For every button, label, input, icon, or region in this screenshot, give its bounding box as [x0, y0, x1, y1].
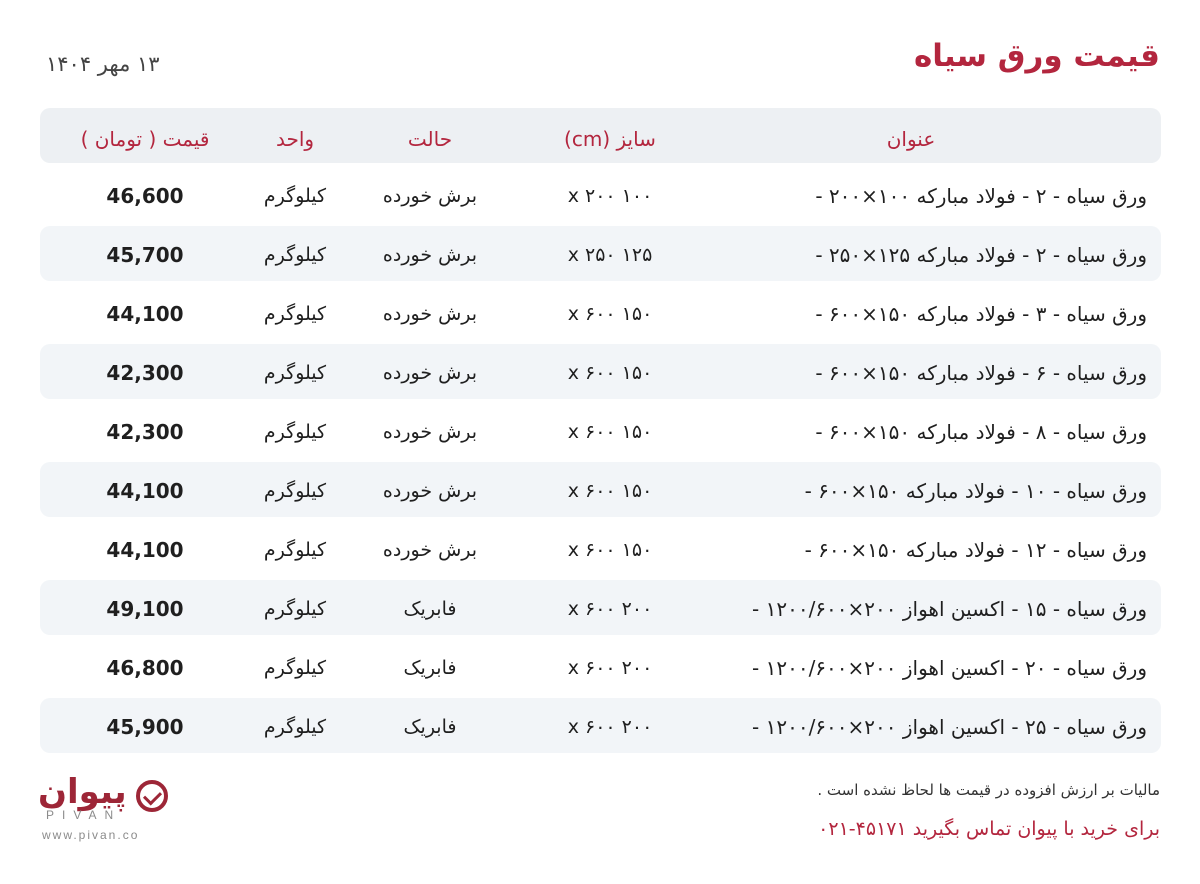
row-unit: کیلوگرم: [263, 185, 327, 207]
table-row: [40, 167, 1161, 222]
column-header-size: سایز (cm): [564, 127, 656, 151]
row-price: 42,300: [106, 361, 184, 385]
row-state: برش خورده: [382, 480, 478, 502]
row-state: فابریک: [403, 598, 457, 620]
row-price: 46,800: [106, 656, 184, 680]
logo-latin: PIVAN: [46, 808, 122, 822]
row-size: ۱۵۰ x ۶۰۰: [567, 303, 653, 325]
contact-line: برای خرید با پیوان تماس بگیرید ۴۵۱۷۱-۰۲۱: [818, 818, 1160, 840]
tax-note: مالیات بر ارزش افزوده در قیمت ها لحاظ نشده است .: [817, 781, 1160, 799]
row-unit: کیلوگرم: [263, 303, 327, 325]
row-title: ورق سیاه - ۲۵ - اکسین اهواز ۲۰۰×۱۲۰۰/۶۰۰ -: [752, 715, 1147, 739]
column-header-price: قیمت ( تومان ): [80, 127, 210, 151]
logo-wordmark: پیوان: [38, 772, 127, 812]
row-unit: کیلوگرم: [263, 598, 327, 620]
row-size: ۲۰۰ x ۶۰۰: [567, 716, 653, 738]
row-size: ۲۰۰ x ۶۰۰: [567, 598, 653, 620]
table-row: [40, 521, 1161, 576]
row-state: برش خورده: [382, 539, 478, 561]
row-price: 44,100: [106, 538, 184, 562]
table-row: [40, 344, 1161, 399]
row-size: ۱۵۰ x ۶۰۰: [567, 362, 653, 384]
row-size: ۱۵۰ x ۶۰۰: [567, 421, 653, 443]
page-title: قیمت ورق سیاه: [913, 38, 1160, 74]
row-title: ورق سیاه - ۸ - فولاد مبارکه ۱۵۰×۶۰۰ -: [815, 420, 1147, 444]
row-title: ورق سیاه - ۱۰ - فولاد مبارکه ۱۵۰×۶۰۰ -: [804, 479, 1147, 503]
table-row: [40, 698, 1161, 753]
pivan-logo: [38, 772, 178, 852]
row-title: ورق سیاه - ۳ - فولاد مبارکه ۱۵۰×۶۰۰ -: [815, 302, 1147, 326]
page-date: ۱۳ مهر ۱۴۰۴: [46, 52, 160, 76]
table-row: [40, 285, 1161, 340]
row-state: برش خورده: [382, 362, 478, 384]
row-price: 42,300: [106, 420, 184, 444]
row-state: فابریک: [403, 716, 457, 738]
row-title: ورق سیاه - ۱۵ - اکسین اهواز ۲۰۰×۱۲۰۰/۶۰۰ -: [752, 597, 1147, 621]
row-state: فابریک: [403, 657, 457, 679]
price-table: [40, 108, 1161, 753]
row-price: 45,900: [106, 715, 184, 739]
row-size: ۱۵۰ x ۶۰۰: [567, 480, 653, 502]
row-unit: کیلوگرم: [263, 480, 327, 502]
logo-url: www.pivan.co: [42, 828, 140, 842]
row-unit: کیلوگرم: [263, 657, 327, 679]
row-state: برش خورده: [382, 244, 478, 266]
table-row: [40, 403, 1161, 458]
row-title: ورق سیاه - ۱۲ - فولاد مبارکه ۱۵۰×۶۰۰ -: [804, 538, 1147, 562]
row-unit: کیلوگرم: [263, 539, 327, 561]
table-row: [40, 226, 1161, 281]
row-price: 49,100: [106, 597, 184, 621]
row-state: برش خورده: [382, 185, 478, 207]
row-title: ورق سیاه - ۲ - فولاد مبارکه ۱۲۵×۲۵۰ -: [815, 243, 1147, 267]
row-unit: کیلوگرم: [263, 362, 327, 384]
table-header: [40, 108, 1161, 163]
column-header-unit: واحد: [275, 127, 315, 151]
row-size: ۱۰۰ x ۲۰۰: [567, 185, 653, 207]
row-title: ورق سیاه - ۲ - فولاد مبارکه ۱۰۰×۲۰۰ -: [815, 184, 1147, 208]
table-row: [40, 462, 1161, 517]
row-unit: کیلوگرم: [263, 244, 327, 266]
row-unit: کیلوگرم: [263, 421, 327, 443]
row-size: ۲۰۰ x ۶۰۰: [567, 657, 653, 679]
column-header-title: عنوان: [886, 127, 936, 151]
row-price: 44,100: [106, 479, 184, 503]
row-title: ورق سیاه - ۶ - فولاد مبارکه ۱۵۰×۶۰۰ -: [815, 361, 1147, 385]
row-size: ۱۲۵ x ۲۵۰: [567, 244, 653, 266]
row-price: 45,700: [106, 243, 184, 267]
row-state: برش خورده: [382, 421, 478, 443]
row-price: 46,600: [106, 184, 184, 208]
row-size: ۱۵۰ x ۶۰۰: [567, 539, 653, 561]
check-badge-icon: [136, 780, 168, 812]
row-unit: کیلوگرم: [263, 716, 327, 738]
table-row: [40, 639, 1161, 694]
row-state: برش خورده: [382, 303, 478, 325]
row-title: ورق سیاه - ۲۰ - اکسین اهواز ۲۰۰×۱۲۰۰/۶۰۰ -: [752, 656, 1147, 680]
column-header-state: حالت: [407, 127, 453, 151]
table-row: [40, 580, 1161, 635]
row-price: 44,100: [106, 302, 184, 326]
table-body: [40, 167, 1161, 753]
